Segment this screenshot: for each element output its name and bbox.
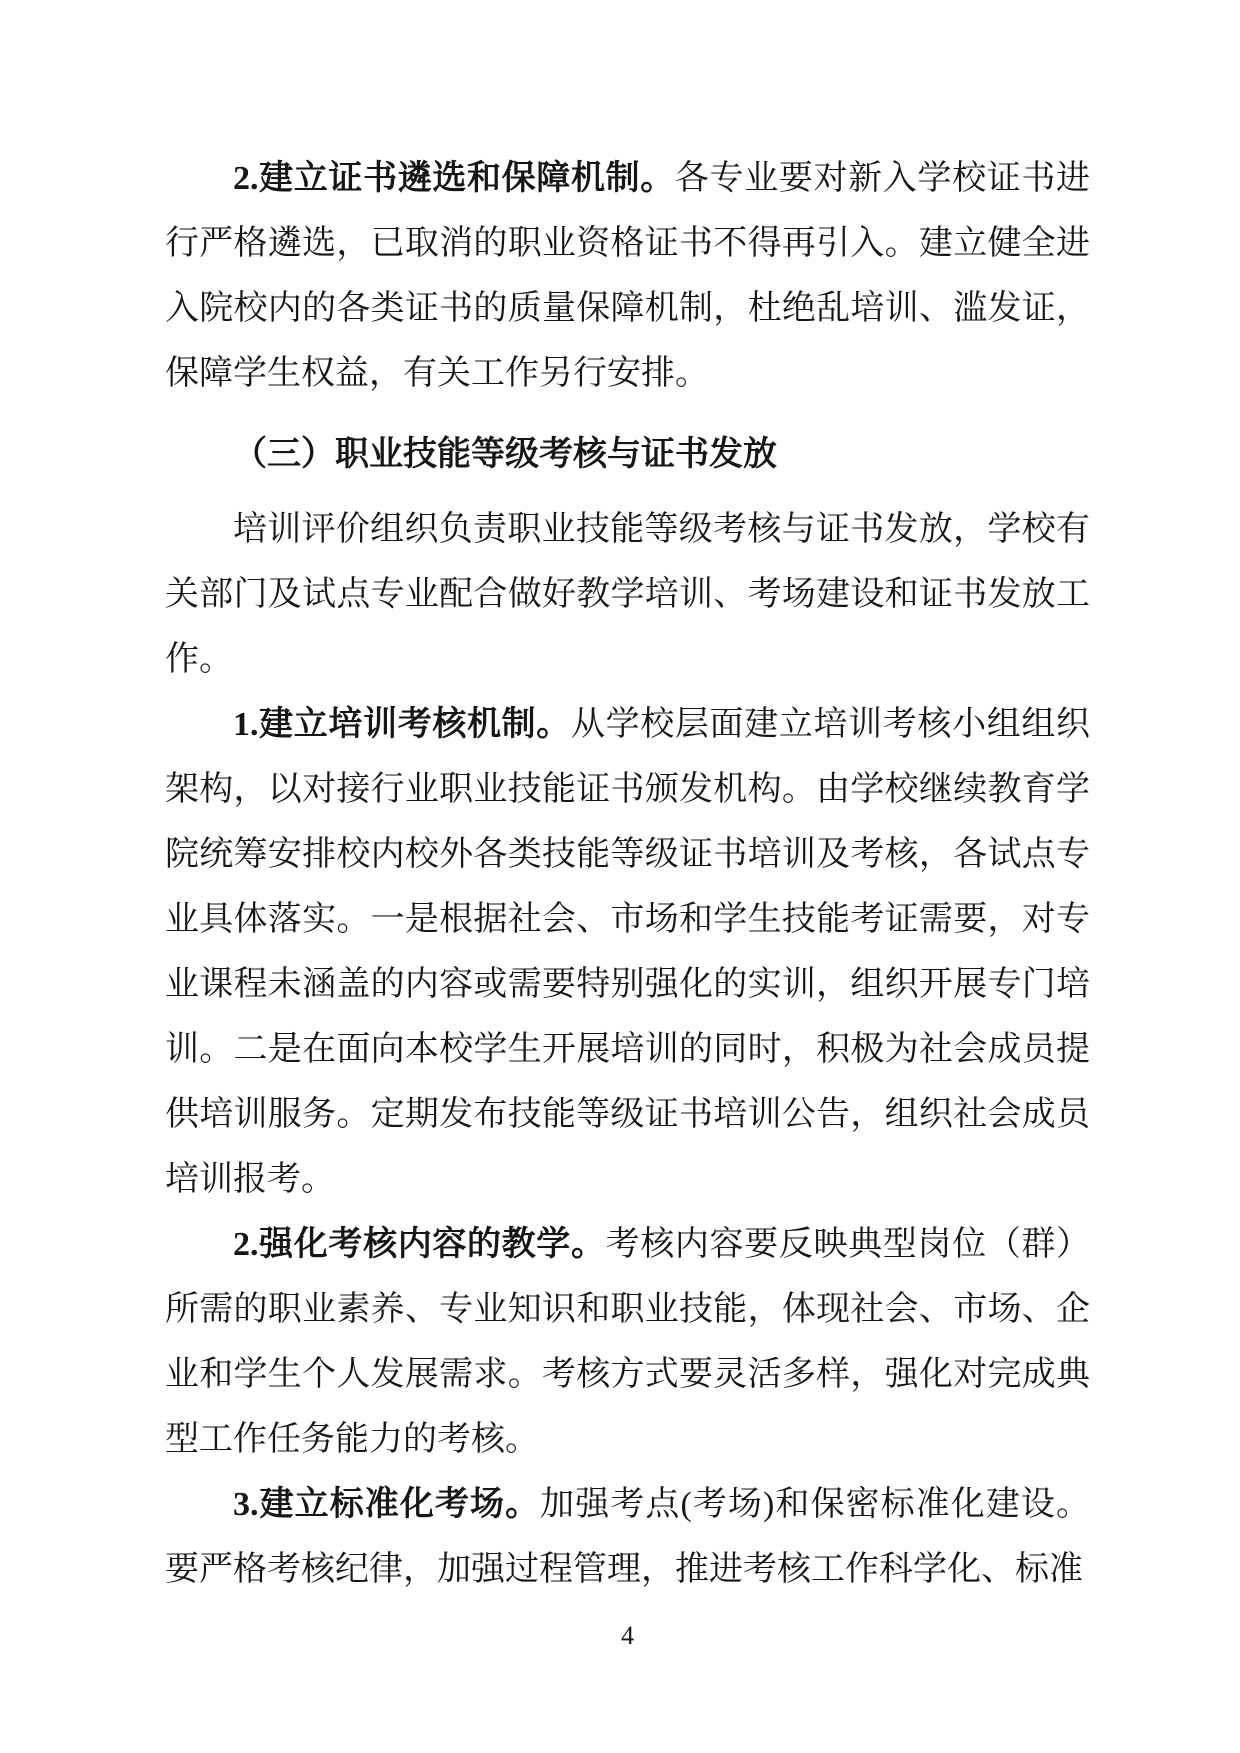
paragraph-text: 培训评价组织负责职业技能等级考核与证书发放，学校有关部门及试点专业配合做好教学培训、考场建设和证书发放工作。	[165, 511, 1090, 678]
page-content	[165, 146, 1090, 1602]
section-heading: （三）职业技能等级考核与证书发放	[233, 436, 777, 473]
numbered-paragraph-2	[165, 146, 1090, 406]
paragraph-text: 各专业要对新入学校证书进行严格遴选，已取消的职业资格证书不得再引入。建立健全进入院校内的各类证书的质量保障机制，杜绝乱培训、滥发证，保障学生权益，有关工作另行安排。	[165, 160, 1091, 392]
paragraph-lead: 1.建立培训考核机制。	[233, 706, 571, 743]
paragraph-text: 考核内容要反映典型岗位（群）所需的职业素养、专业知识和职业技能，体现社会、市场、企业和学生个人发展需求。考核方式要灵活多样，强化对完成典型工作任务能力的考核。	[165, 1226, 1091, 1458]
page-number: 4	[621, 1621, 634, 1650]
numbered-paragraph-1	[165, 692, 1090, 1212]
body-paragraph	[165, 497, 1090, 692]
paragraph-text: 加强考点(考场)和保密标准化建设。要严格考核纪律，加强过程管理，推进考核工作科学化、标准	[165, 1486, 1090, 1588]
numbered-paragraph-2b	[165, 1212, 1090, 1472]
paragraph-lead: 3.建立标准化考场。	[233, 1486, 541, 1523]
numbered-paragraph-3	[165, 1472, 1090, 1602]
paragraph-lead: 2.建立证书遴选和保障机制。	[233, 160, 675, 197]
paragraph-lead: 2.强化考核内容的教学。	[233, 1226, 606, 1263]
paragraph-text: 从学校层面建立培训考核小组组织架构，以对接行业职业技能证书颁发机构。由学校继续教育学院统筹安排校内校外各类技能等级证书培训及考核，各试点专业具体落实。一是根据社会、市场和学生技能考证需要，对专业课程未涵盖的内容或需要特别强化的实训，组织开展专门培训。二是在面向本校学生开展培训的同时，积极为社会成员提供培训服务。定期发布技能等级证书培训公告，组织社会成员培训报考。	[165, 706, 1091, 1198]
